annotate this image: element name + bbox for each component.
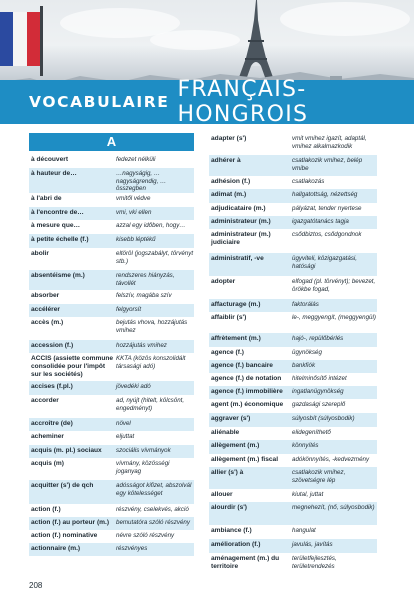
vocab-term: allègement (m.) fiscal (211, 456, 279, 463)
vocab-term: absentéisme (m.) (31, 272, 85, 279)
vocab-term: aliénable (211, 429, 240, 436)
vocab-entry (209, 312, 377, 333)
left-entry-list (29, 154, 194, 556)
vocab-term: actionnaire (m.) (31, 545, 81, 552)
vocab-entry (209, 276, 377, 299)
vocab-entry (209, 553, 377, 575)
vocab-definition: hallgatottság, nézettség (292, 191, 358, 198)
vocab-entry (209, 467, 377, 489)
vocab-term: affacturage (m.) (211, 301, 261, 308)
vocab-term: allier (s') à (211, 469, 244, 476)
vocab-definition: kisebb léptékű (116, 236, 156, 243)
vocab-entry (29, 504, 194, 517)
vocab-entry (209, 539, 377, 553)
vocab-entry (209, 373, 377, 386)
vocab-definition: azzal egy időben, hogy… (116, 222, 186, 229)
vocab-entry (209, 360, 377, 373)
vocab-entry (29, 207, 194, 220)
vocab-term: allouer (211, 491, 233, 498)
vocab-term: absorber (31, 292, 60, 299)
vocab-term: accroître (de) (31, 420, 73, 427)
vocab-definition: hajó-, repülőbérlés (292, 335, 344, 342)
vocab-definition: könnyítés (292, 442, 319, 449)
vocab-term: adapter (s') (211, 135, 247, 142)
vocab-entry (209, 133, 377, 155)
vocab-term: à l'abri de (31, 195, 62, 202)
vocab-entry (29, 517, 194, 530)
vocab-definition: csatlakozik vmihez, belép vmibe (292, 157, 363, 172)
vocab-entry (29, 431, 194, 445)
vocab-entry (29, 418, 194, 431)
vocab-entry (209, 502, 377, 525)
vocab-definition: vmitől védve (116, 195, 151, 202)
vocab-term: amélioration (f.) (211, 541, 261, 548)
vocab-definition: adósságot kifizet, abszolvál egy kötelességet (116, 482, 192, 497)
vocab-term: adjudicataire (m.) (211, 205, 266, 212)
vocab-term: abolir (31, 250, 49, 257)
vocab-entry (29, 543, 194, 556)
vocab-definition: faktorálás (292, 301, 319, 308)
vocab-entry (209, 399, 377, 413)
flag-blue-stripe (0, 12, 13, 66)
vocab-definition: felszív, magába szív (116, 292, 172, 299)
vocab-term: accession (f.) (31, 342, 74, 349)
vocab-term: à hauteur de… (31, 170, 77, 177)
vocab-entry (29, 220, 194, 234)
vocab-term: ambiance (f.) (211, 527, 252, 534)
vocab-term: action (f.) nominative (31, 532, 98, 539)
vocab-entry (209, 253, 377, 276)
vocab-entry (209, 299, 377, 312)
vocab-definition: kiutal, juttat (292, 491, 324, 498)
vocab-entry (29, 168, 194, 193)
vocab-term: action (f.) (31, 506, 61, 513)
vocab-term: agence (f.) de notation (211, 375, 282, 382)
vocab-term: administrateur (m.) (211, 218, 271, 225)
vocab-term: administratif, -ve (211, 255, 264, 262)
title-vocabulaire: VOCABULAIRE (29, 93, 170, 111)
vocab-term: agence (f.) bancaire (211, 362, 273, 369)
vocab-definition: csatlakozik vmihez, szövetségre lép (292, 469, 346, 484)
vocab-definition: növel (116, 420, 131, 427)
vocab-definition: ügyviteli, közigazgatási, hatósági (292, 255, 358, 270)
title-bar (0, 77, 414, 127)
vocab-entry (29, 530, 194, 543)
vocab-entry (29, 395, 194, 418)
vocab-definition: eljuttat (116, 433, 135, 440)
vocab-definition: felgyorsít (116, 306, 142, 313)
vocab-definition: névre szóló részvény (116, 532, 175, 539)
vocab-definition: bankfiók (292, 362, 316, 369)
vocab-term: adhésion (f.) (211, 178, 251, 185)
vocab-definition: csődbiztos, csődgondnok (292, 231, 362, 238)
vocab-entry (29, 480, 194, 504)
vocab-entry (209, 333, 377, 347)
vocab-term: ACCIS (assiette commune consolidée pour l'impôt sur les sociétés) (31, 355, 114, 378)
vocab-term: acquitter (s') de qch (31, 482, 94, 489)
vocab-term: alourdir (s') (211, 504, 248, 511)
vocab-definition: fedezet nélküli (116, 156, 156, 163)
flag-white-stripe (13, 12, 27, 66)
vocab-entry (209, 155, 377, 176)
vocab-entry (29, 445, 194, 458)
vocab-entry (29, 304, 194, 317)
vocab-definition: jövedéki adó (116, 383, 151, 390)
vocab-term: aménagement (m.) du territoire (211, 555, 280, 570)
vocab-entry (209, 176, 377, 189)
vocab-definition: súlyosbít (súlyosbodik) (292, 415, 355, 422)
vocab-definition: javulás, javítás (292, 541, 333, 548)
vocab-entry (209, 454, 377, 467)
vocab-definition: ad, nyújt (hitelt, kölcsönt, engedményt) (116, 397, 185, 412)
vocab-definition: bejutás vhova, hozzájutás vmihez (116, 319, 188, 334)
vocab-term: agent (m.) économique (211, 401, 284, 408)
vocab-term: action (f.) au porteur (m.) (31, 519, 110, 526)
vocab-definition: pályázat, tender nyertese (292, 205, 362, 212)
vocab-definition: …nagyságig, …nagyságrendig, …összegben (116, 170, 167, 193)
right-entry-list (209, 133, 377, 575)
vocab-entry (29, 248, 194, 270)
vocab-definition: le-, meggyengít, (meggyengül) (292, 314, 376, 321)
vocab-entry (209, 489, 377, 502)
vocab-definition: KKTA (közös konszolidált társasági adó) (116, 355, 186, 370)
vocab-entry (209, 216, 377, 229)
vocab-term: à petite échelle (f.) (31, 236, 89, 243)
vocab-term: agence (f.) immobilière (211, 388, 283, 395)
right-column (209, 133, 377, 575)
vocab-definition: bemutatóra szóló részvény (116, 519, 190, 526)
vocab-entry (29, 193, 194, 207)
vocab-term: aggraver (s') (211, 415, 251, 422)
left-column (29, 133, 194, 556)
vocab-entry (29, 353, 194, 381)
vocab-definition: ügynökség (292, 349, 322, 356)
vocab-term: adopter (211, 278, 236, 285)
vocab-definition: szociális vívmányok (116, 447, 171, 454)
vocab-definition: hitelminősítő intézet (292, 375, 347, 382)
vocab-term: accises (f.pl.) (31, 383, 73, 390)
vocab-definition: eltöröl (jogszabályt, törvényt stb.) (116, 250, 194, 265)
vocab-entry (29, 317, 194, 340)
section-letter-header: A (29, 133, 194, 151)
page-number: 208 (29, 581, 43, 590)
vocab-entry (209, 189, 377, 203)
vocab-term: adimat (m.) (211, 191, 247, 198)
vocab-term: à mesure que… (31, 222, 81, 229)
vocab-definition: részvény, cselekvés, akció (116, 506, 189, 513)
vocab-definition: vívmány, közösségi joganyag (116, 460, 170, 475)
vocab-term: affaiblir (s') (211, 314, 247, 321)
vocab-entry (29, 234, 194, 248)
vocab-entry (29, 270, 194, 290)
vocab-definition: részvényes (116, 545, 148, 552)
vocab-definition: igazgatótanács tagja (292, 218, 349, 225)
vocab-term: accélérer (31, 306, 60, 313)
title-language-pair: FRANÇAIS-HONGROIS (177, 77, 309, 127)
flag-red-stripe (27, 12, 40, 66)
vocab-term: à découvert (31, 156, 69, 163)
vocab-term: à l'encontre de… (31, 209, 84, 216)
vocab-definition: hozzájutás vmihez (116, 342, 167, 349)
vocab-entry (29, 290, 194, 304)
vocab-term: adhérer à (211, 157, 241, 164)
vocab-definition: területfejlesztés, területrendezés (292, 555, 337, 570)
vocab-term: accès (m.) (31, 319, 64, 326)
vocab-entry (209, 386, 377, 399)
vocab-entry (29, 458, 194, 480)
vocab-entry (209, 203, 377, 216)
vocab-entry (209, 440, 377, 454)
vocab-definition: elidegeníthető (292, 429, 331, 436)
vocab-entry (209, 347, 377, 360)
vocab-term: accorder (31, 397, 59, 404)
vocab-entry (209, 229, 377, 253)
vocab-definition: ingatlanügynökség (292, 388, 344, 395)
vocab-definition: rendszeres hiányzás, távollét (116, 272, 175, 287)
vocab-definition: vmi, vki ellen (116, 209, 152, 216)
vocab-entry (29, 381, 194, 395)
vocab-term: agence (f.) (211, 349, 244, 356)
vocab-definition: csatlakozás (292, 178, 325, 185)
vocab-entry (209, 427, 377, 440)
vocab-term: acheminer (31, 433, 64, 440)
vocab-definition: adókönnyítés, -kedvezmény (292, 456, 370, 463)
vocab-definition: hangulat (292, 527, 316, 534)
vocab-entry (29, 340, 194, 353)
vocab-term: acquis (m. pl.) sociaux (31, 447, 102, 454)
vocab-definition: vmit vmihez igazít, adaptál, vmihez alkalmazkodik (292, 135, 367, 150)
vocab-entry (209, 525, 377, 539)
vocab-term: allègement (m.) (211, 442, 260, 449)
vocab-term: affrètement (m.) (211, 335, 261, 342)
vocab-term: acquis (m) (31, 460, 64, 467)
vocab-definition: megnehezít, (nő, súlyosbodik) (292, 504, 375, 511)
vocab-definition: gazdasági szereplő (292, 401, 346, 408)
vocab-term: administrateur (m.) judiciaire (211, 231, 271, 246)
vocab-definition: elfogad (pl. törvényt); bevezet, örökbe fogad, (292, 278, 376, 293)
vocab-entry (29, 154, 194, 168)
vocab-entry (209, 413, 377, 427)
